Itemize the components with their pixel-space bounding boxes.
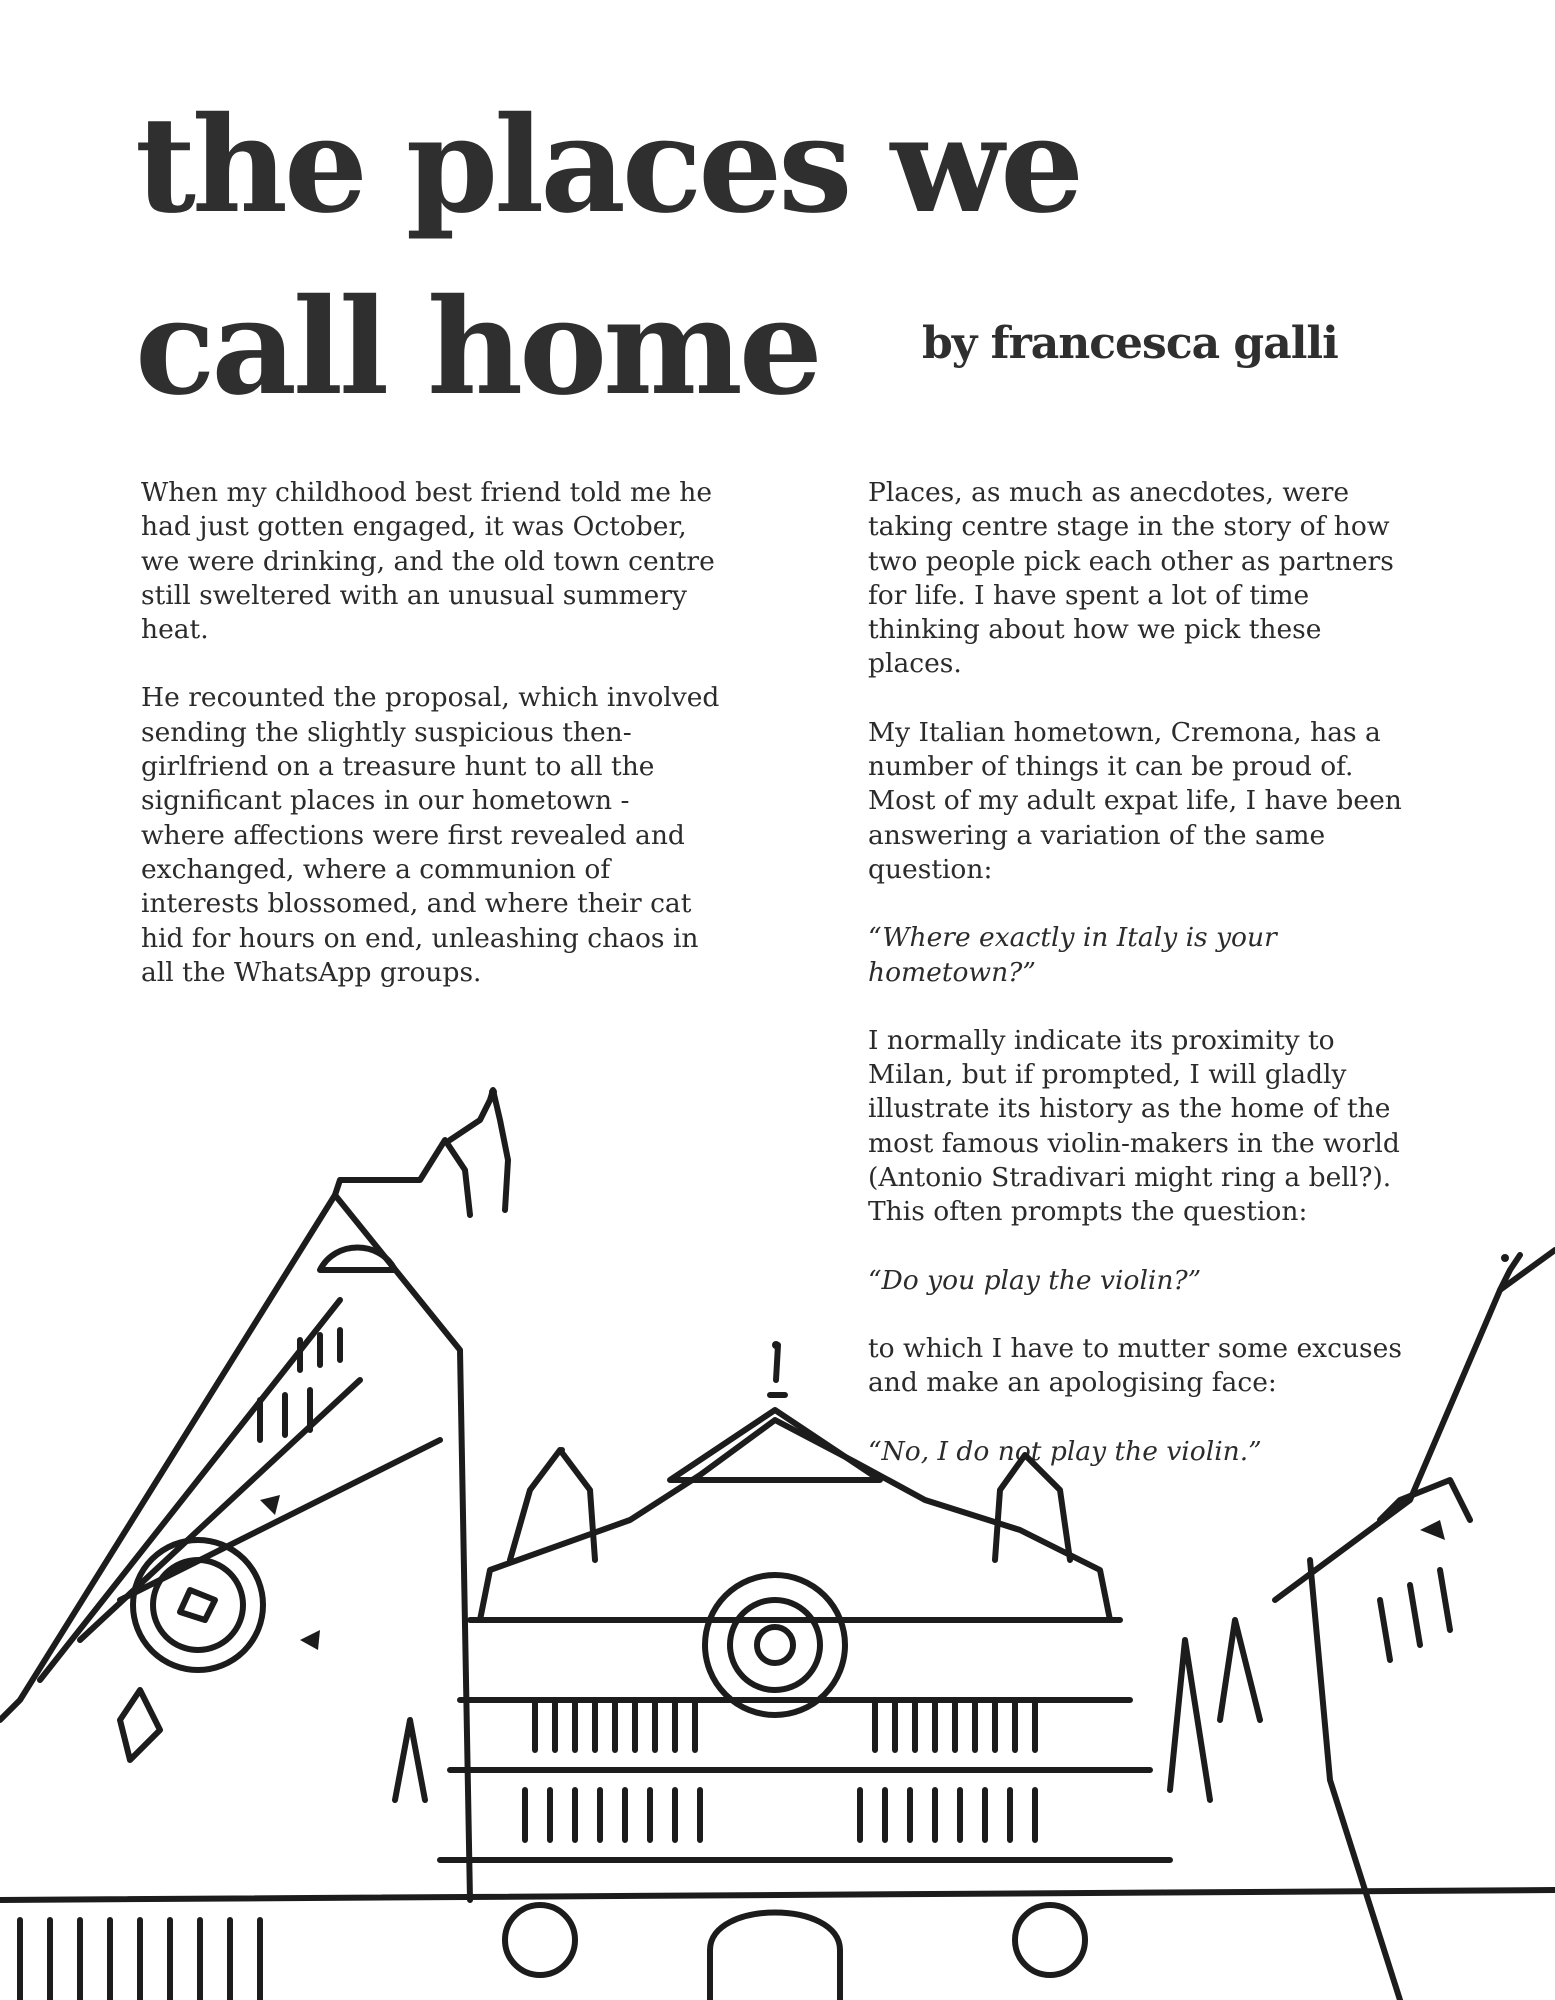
article-title	[135, 75, 1080, 439]
quote: “Do you play the violin?”	[868, 1264, 1202, 1296]
quote: “No, I do not play the violin.”	[868, 1435, 1262, 1467]
paragraph: Places, as much as anecdotes, were taking centre stage in the story of how two people pick each other as partners for life. I have spent a lot of time thinking about how we pick these places.	[868, 477, 1394, 680]
paragraph: He recounted the proposal, which involved sending the slightly suspicious then-girlfriend on a treasure hunt to all the significant places in our hometown - where affections were first revealed and exchanged, where a communion of interests blossomed, and where their cat hid for hours on end, unleashing chaos in all the WhatsApp groups.	[141, 682, 720, 988]
quote: “Where exactly in Italy is your hometown?”	[868, 922, 1277, 988]
paragraph: to which I have to mutter some excuses and make an apologising face:	[868, 1332, 1402, 1399]
title-line-1: the places we	[135, 88, 1081, 243]
paragraph: I normally indicate its proximity to Milan, but if prompted, I will gladly illustrate its history as the home of the most famous violin-makers in the world (Antonio Stradivari might ring a bell?). This often prompts the question:	[868, 1024, 1400, 1228]
title-line-2: call home	[135, 270, 819, 425]
author-byline: by francesca galli	[922, 318, 1338, 369]
left-column	[141, 476, 721, 1024]
paragraph: My Italian hometown, Cremona, has a number of things it can be proud of. Most of my adult expat life, I have been answering a variation of the same question:	[868, 716, 1402, 885]
paragraph: When my childhood best friend told me he had just gotten engaged, it was October, we were drinking, and the old town centre still sweltered with an unusual summery heat.	[141, 477, 715, 646]
cathedral-illustration-icon	[0, 1080, 1555, 2000]
